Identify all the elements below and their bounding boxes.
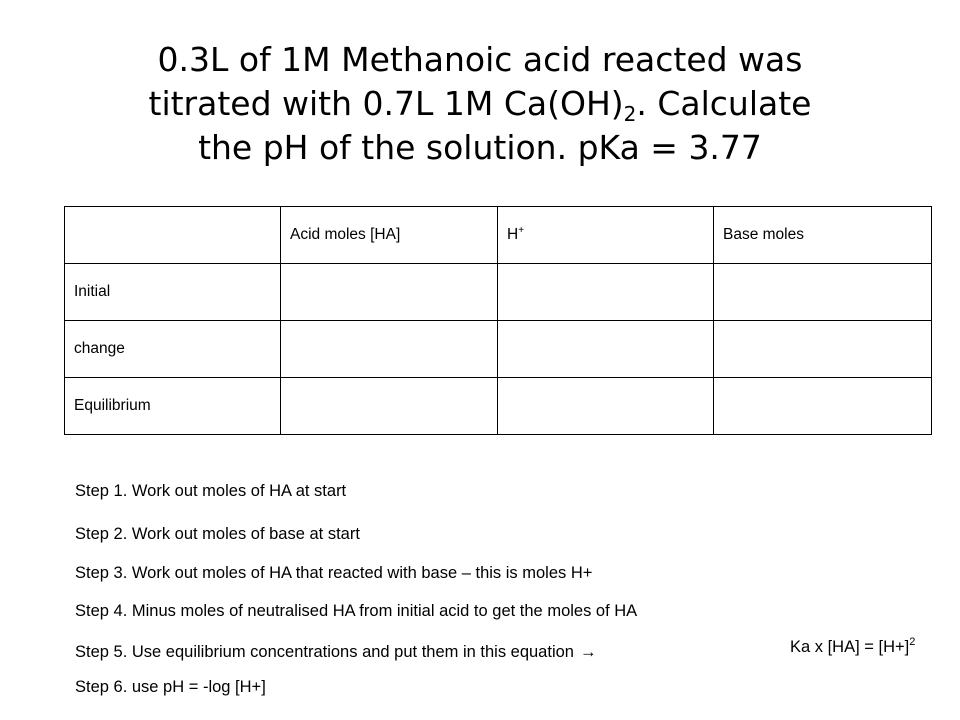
cell-equilibrium-base: [714, 378, 932, 435]
cell-equilibrium-h: [498, 378, 714, 435]
header-h-plus: [498, 207, 714, 264]
table-row: [65, 378, 932, 435]
header-empty-cell: [65, 207, 281, 264]
cell-initial-h: [498, 264, 714, 321]
header-h-text: H: [507, 226, 519, 243]
equation-text: Ka x [HA] = [H+]: [790, 638, 910, 656]
title-line-2: [60, 82, 900, 126]
title-line-2-end: . Calculate: [636, 84, 812, 123]
table-header-row: [65, 207, 932, 264]
header-acid-moles: Acid moles [HA]: [281, 207, 498, 264]
title-subscript: 2: [623, 102, 637, 126]
equilibrium-equation: [790, 638, 915, 657]
arrow-right-icon: →: [579, 643, 597, 661]
cell-change-h: [498, 321, 714, 378]
title-line-1: 0.3L of 1M Methanoic acid reacted was: [157, 40, 803, 79]
step-1: Step 1. Work out moles of HA at start: [75, 482, 347, 500]
cell-equilibrium-acid: [281, 378, 498, 435]
ice-table: [64, 206, 932, 435]
title-line-3: the pH of the solution. pKa = 3.77: [198, 128, 762, 167]
cell-change-base: [714, 321, 932, 378]
cell-change-acid: [281, 321, 498, 378]
equation-superscript: 2: [909, 636, 916, 648]
step-6: Step 6. use pH = -log [H+]: [75, 678, 266, 696]
row-label-initial: Initial: [65, 264, 281, 321]
table-row: [65, 321, 932, 378]
problem-title: [60, 38, 900, 170]
row-label-equilibrium: Equilibrium: [65, 378, 281, 435]
step-2: Step 2. Work out moles of base at start: [75, 525, 360, 543]
cell-initial-base: [714, 264, 932, 321]
header-h-superscript: +: [518, 225, 525, 236]
step-4: Step 4. Minus moles of neutralised HA from initial acid to get the moles of HA: [75, 602, 638, 620]
step-5-text: Step 5. Use equilibrium concentrations and put them in this equation: [75, 643, 574, 661]
header-base-moles: Base moles: [714, 207, 932, 264]
step-5: [75, 643, 596, 662]
step-3: Step 3. Work out moles of HA that reacted with base – this is moles H+: [75, 564, 593, 582]
cell-initial-acid: [281, 264, 498, 321]
row-label-change: change: [65, 321, 281, 378]
table-row: [65, 264, 932, 321]
title-line-2-text: titrated with 0.7L 1M Ca(OH): [148, 84, 624, 123]
